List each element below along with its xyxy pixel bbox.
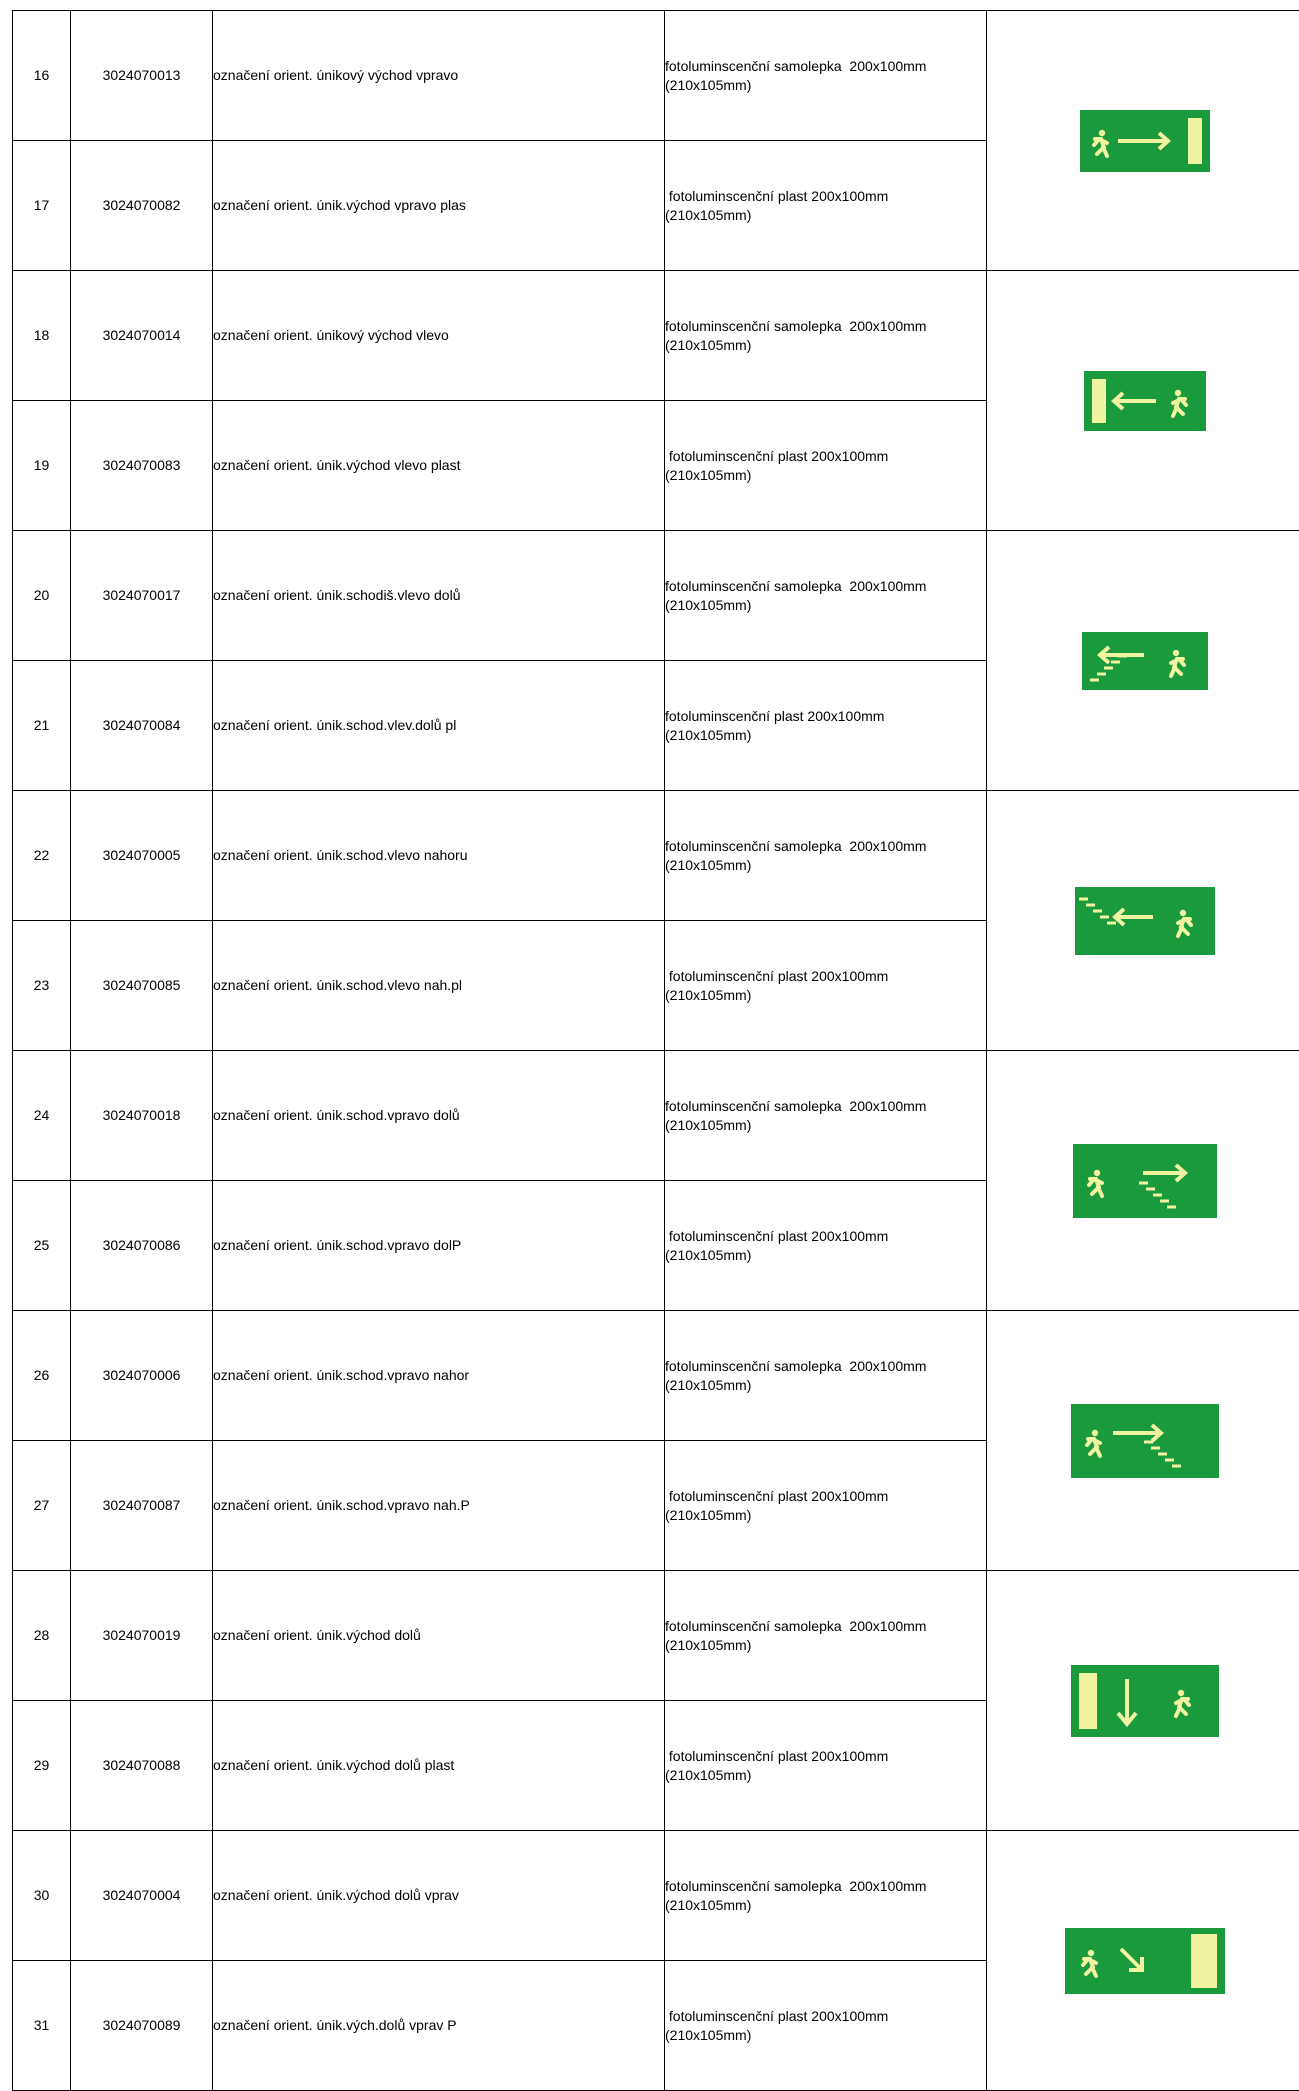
material-size: (210x105mm) bbox=[665, 1896, 986, 1915]
material-size: (210x105mm) bbox=[665, 726, 986, 745]
row-number: 27 bbox=[13, 1441, 71, 1571]
material-line: fotoluminscenční samolepka 200x100mm bbox=[665, 1097, 986, 1116]
product-code: 3024070018 bbox=[71, 1051, 213, 1181]
material-spec bbox=[665, 921, 987, 1051]
row-number: 18 bbox=[13, 271, 71, 401]
material-size: (210x105mm) bbox=[665, 1116, 986, 1135]
material-line: fotoluminscenční plast 200x100mm bbox=[665, 187, 986, 206]
material-line: fotoluminscenční samolepka 200x100mm bbox=[665, 1357, 986, 1376]
product-name: označení orient. únik.schodiš.vlevo dolů bbox=[213, 531, 665, 661]
material-spec bbox=[665, 1571, 987, 1701]
sign-picture-cell bbox=[987, 1051, 1299, 1311]
material-spec bbox=[665, 661, 987, 791]
product-name: označení orient. únik.východ vlevo plast bbox=[213, 401, 665, 531]
material-size: (210x105mm) bbox=[665, 1636, 986, 1655]
material-line: fotoluminscenční samolepka 200x100mm bbox=[665, 1617, 986, 1636]
row-number: 17 bbox=[13, 141, 71, 271]
material-spec bbox=[665, 11, 987, 141]
exit-left-sign-icon bbox=[1084, 371, 1206, 431]
row-number: 19 bbox=[13, 401, 71, 531]
material-line: fotoluminscenční plast 200x100mm bbox=[665, 2007, 986, 2026]
sign-picture-cell bbox=[987, 531, 1299, 791]
row-number: 29 bbox=[13, 1701, 71, 1831]
product-name: označení orient. únik.schod.vlev.dolů pl bbox=[213, 661, 665, 791]
row-number: 22 bbox=[13, 791, 71, 921]
stairs-left-down-sign-icon bbox=[1082, 632, 1208, 690]
exit-right-sign-icon bbox=[1080, 110, 1210, 172]
product-code: 3024070013 bbox=[71, 11, 213, 141]
material-spec bbox=[665, 1181, 987, 1311]
row-number: 26 bbox=[13, 1311, 71, 1441]
material-size: (210x105mm) bbox=[665, 336, 986, 355]
product-code: 3024070005 bbox=[71, 791, 213, 921]
material-spec bbox=[665, 1831, 987, 1961]
row-number: 16 bbox=[13, 11, 71, 141]
table-row bbox=[13, 531, 1299, 661]
row-number: 20 bbox=[13, 531, 71, 661]
material-size: (210x105mm) bbox=[665, 1246, 986, 1265]
product-code: 3024070083 bbox=[71, 401, 213, 531]
stairs-right-up-sign-icon bbox=[1071, 1404, 1219, 1478]
material-spec bbox=[665, 791, 987, 921]
table-row bbox=[13, 791, 1299, 921]
material-spec bbox=[665, 1961, 987, 2091]
material-line: fotoluminscenční plast 200x100mm bbox=[665, 1227, 986, 1246]
sign-picture-cell bbox=[987, 1311, 1299, 1571]
product-name: označení orient. únik.schod.vlevo nah.pl bbox=[213, 921, 665, 1051]
sign-picture-cell bbox=[987, 791, 1299, 1051]
row-number: 31 bbox=[13, 1961, 71, 2091]
material-size: (210x105mm) bbox=[665, 206, 986, 225]
material-line: fotoluminscenční plast 200x100mm bbox=[665, 1747, 986, 1766]
table-row bbox=[13, 1051, 1299, 1181]
row-number: 28 bbox=[13, 1571, 71, 1701]
material-line: fotoluminscenční samolepka 200x100mm bbox=[665, 57, 986, 76]
table-row bbox=[13, 11, 1299, 141]
material-line: fotoluminscenční plast 200x100mm bbox=[665, 447, 986, 466]
product-name: označení orient. únik.schod.vpravo nah.P bbox=[213, 1441, 665, 1571]
material-size: (210x105mm) bbox=[665, 1506, 986, 1525]
row-number: 23 bbox=[13, 921, 71, 1051]
product-code: 3024070088 bbox=[71, 1701, 213, 1831]
product-name: označení orient. únik.východ dolů plast bbox=[213, 1701, 665, 1831]
material-line: fotoluminscenční samolepka 200x100mm bbox=[665, 837, 986, 856]
material-spec bbox=[665, 1441, 987, 1571]
product-code: 3024070087 bbox=[71, 1441, 213, 1571]
material-spec bbox=[665, 531, 987, 661]
material-line: fotoluminscenční samolepka 200x100mm bbox=[665, 1877, 986, 1896]
material-spec bbox=[665, 1311, 987, 1441]
material-size: (210x105mm) bbox=[665, 1376, 986, 1395]
product-table bbox=[12, 10, 1299, 2091]
product-code: 3024070086 bbox=[71, 1181, 213, 1311]
material-line: fotoluminscenční plast 200x100mm bbox=[665, 707, 986, 726]
exit-down-sign-icon bbox=[1071, 1665, 1219, 1737]
product-code: 3024070084 bbox=[71, 661, 213, 791]
table-row bbox=[13, 1311, 1299, 1441]
material-size: (210x105mm) bbox=[665, 1766, 986, 1785]
product-code: 3024070089 bbox=[71, 1961, 213, 2091]
product-name: označení orient. únik.východ dolů bbox=[213, 1571, 665, 1701]
material-size: (210x105mm) bbox=[665, 466, 986, 485]
stairs-right-down-sign-icon bbox=[1073, 1144, 1217, 1218]
row-number: 24 bbox=[13, 1051, 71, 1181]
product-name: označení orient. únik.schod.vpravo dolů bbox=[213, 1051, 665, 1181]
material-size: (210x105mm) bbox=[665, 2026, 986, 2045]
product-name: označení orient. únikový východ vlevo bbox=[213, 271, 665, 401]
material-spec bbox=[665, 271, 987, 401]
row-number: 25 bbox=[13, 1181, 71, 1311]
sign-picture-cell bbox=[987, 1571, 1299, 1831]
product-name: označení orient. únik.schod.vlevo nahoru bbox=[213, 791, 665, 921]
material-spec bbox=[665, 1701, 987, 1831]
product-code: 3024070019 bbox=[71, 1571, 213, 1701]
product-code: 3024070014 bbox=[71, 271, 213, 401]
table-row bbox=[13, 271, 1299, 401]
material-line: fotoluminscenční plast 200x100mm bbox=[665, 1487, 986, 1506]
product-name: označení orient. únikový východ vpravo bbox=[213, 11, 665, 141]
material-size: (210x105mm) bbox=[665, 986, 986, 1005]
table-row bbox=[13, 1831, 1299, 1961]
product-name: označení orient. únik.východ dolů vprav bbox=[213, 1831, 665, 1961]
product-name: označení orient. únik.schod.vpravo nahor bbox=[213, 1311, 665, 1441]
material-line: fotoluminscenční samolepka 200x100mm bbox=[665, 577, 986, 596]
material-size: (210x105mm) bbox=[665, 76, 986, 95]
product-name: označení orient. únik.schod.vpravo dolP bbox=[213, 1181, 665, 1311]
material-spec bbox=[665, 141, 987, 271]
material-spec bbox=[665, 1051, 987, 1181]
sign-picture-cell bbox=[987, 271, 1299, 531]
product-name: označení orient. únik.vých.dolů vprav P bbox=[213, 1961, 665, 2091]
material-size: (210x105mm) bbox=[665, 856, 986, 875]
product-code: 3024070017 bbox=[71, 531, 213, 661]
exit-down-right-sign-icon bbox=[1065, 1928, 1225, 1994]
row-number: 21 bbox=[13, 661, 71, 791]
sign-picture-cell bbox=[987, 1831, 1299, 2091]
row-number: 30 bbox=[13, 1831, 71, 1961]
product-code: 3024070082 bbox=[71, 141, 213, 271]
material-line: fotoluminscenční samolepka 200x100mm bbox=[665, 317, 986, 336]
material-line: fotoluminscenční plast 200x100mm bbox=[665, 967, 986, 986]
product-code: 3024070004 bbox=[71, 1831, 213, 1961]
table-row bbox=[13, 1571, 1299, 1701]
stairs-left-up-sign-icon bbox=[1075, 887, 1215, 955]
material-spec bbox=[665, 401, 987, 531]
product-name: označení orient. únik.východ vpravo plas bbox=[213, 141, 665, 271]
sign-picture-cell bbox=[987, 11, 1299, 271]
product-code: 3024070006 bbox=[71, 1311, 213, 1441]
product-code: 3024070085 bbox=[71, 921, 213, 1051]
material-size: (210x105mm) bbox=[665, 596, 986, 615]
